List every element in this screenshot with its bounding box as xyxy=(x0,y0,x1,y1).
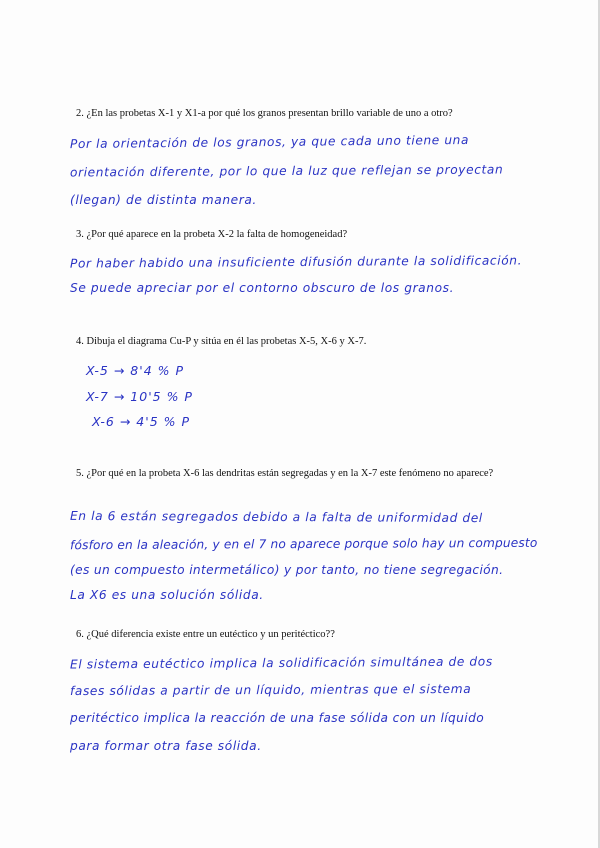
answer-2-line-2: orientación diferente, por lo que la luz que reflejan se proyectan xyxy=(69,162,504,180)
answer-6-line-1: El sistema eutéctico implica la solidificación simultánea de dos xyxy=(69,654,493,672)
answer-5-line-1: En la 6 están segregados debido a la falta de uniformidad del xyxy=(69,508,483,526)
question-3: 3. ¿Por qué aparece en la probeta X-2 la falta de homogeneidad? xyxy=(76,229,348,240)
answer-4-line-1: X-5 → 8'4 % P xyxy=(86,363,185,378)
question-6: 6. ¿Qué diferencia existe entre un eutéctico y un peritéctico?? xyxy=(76,629,335,640)
question-2: 2. ¿En las probetas X-1 y X1-a por qué los granos presentan brillo variable de uno a otro? xyxy=(76,108,453,119)
answer-2-line-1: Por la orientación de los granos, ya que cada uno tiene una xyxy=(69,132,470,152)
answer-6-line-2: fases sólidas a partir de un líquido, mientras que el sistema xyxy=(69,681,472,699)
answer-3-line-2: Se puede apreciar por el contorno obscuro de los granos. xyxy=(70,281,455,295)
answer-4-line-3: X-6 → 4'5 % P xyxy=(92,414,191,429)
answer-6-line-3: peritéctico implica la reacción de una fase sólida con un líquido xyxy=(70,711,485,725)
answer-5-line-3: (es un compuesto intermetálico) y por tanto, no tiene segregación. xyxy=(70,563,504,577)
answer-4-line-2: X-7 → 10'5 % P xyxy=(86,389,193,404)
question-5: 5. ¿Por qué en la probeta X-6 las dendritas están segregadas y en la X-7 este fenómeno no aparece? xyxy=(76,468,494,479)
answer-6-line-4: para formar otra fase sólida. xyxy=(70,739,262,753)
answer-5-line-4: La X6 es una solución sólida. xyxy=(70,588,264,602)
answer-2-line-3: (llegan) de distinta manera. xyxy=(70,193,257,207)
answer-3-line-1: Por haber habido una insuficiente difusión durante la solidificación. xyxy=(69,253,523,271)
answer-5-line-2: fósforo en la aleación, y en el 7 no aparece porque solo hay un compuesto xyxy=(69,535,538,553)
question-4: 4. Dibuja el diagrama Cu-P y sitúa en él las probetas X-5, X-6 y X-7. xyxy=(76,336,367,347)
